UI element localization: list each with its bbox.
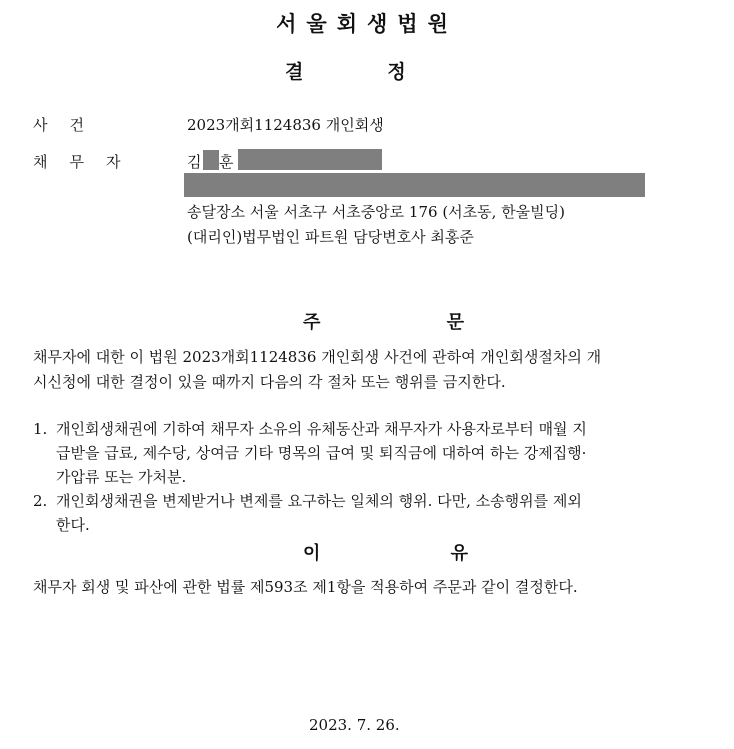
debtor-name-prefix: 김: [187, 153, 202, 171]
debtor-label: 채무자: [33, 153, 143, 171]
redaction-id: [238, 149, 382, 170]
item-1-line-1: 개인회생채권에 기하여 채무자 소유의 유체동산과 채무자가 사용자로부터 매월 지: [56, 420, 587, 438]
order-heading: 주 문: [303, 312, 525, 333]
redaction-name-middle: [203, 150, 219, 170]
item-2-number: 2.: [33, 492, 48, 510]
legal-agent: (대리인)법무법인 파트원 담당변호사 최홍준: [187, 228, 474, 246]
item-2-line-1: 개인회생채권을 변제받거나 변제를 요구하는 일체의 행위. 다만, 소송행위를 제외: [56, 492, 582, 510]
item-2-line-2: 한다.: [56, 516, 90, 534]
court-name: 서울회생법원: [276, 11, 458, 36]
reason-heading: 이 유: [303, 543, 531, 564]
document-type-title: 결정: [285, 61, 490, 83]
item-1-line-2: 급받을 급료, 제수당, 상여금 기타 명목의 급여 및 퇴직금에 대하여 하는 강제집행·: [56, 444, 587, 462]
decision-date: 2023. 7. 26.: [309, 716, 400, 734]
item-1-number: 1.: [33, 420, 48, 438]
debtor-name-suffix: 훈: [219, 153, 234, 171]
reason-text: 채무자 회생 및 파산에 관한 법률 제593조 제1항을 적용하여 주문과 같이 결정한다.: [33, 578, 578, 596]
redaction-address: [184, 173, 645, 197]
item-1-line-3: 가압류 또는 가처분.: [56, 468, 187, 486]
order-text-line-2: 시신청에 대한 결정이 있을 때까지 다음의 각 절차 또는 행위를 금지한다.: [33, 373, 506, 391]
service-address: 송달장소 서울 서초구 서초중앙로 176 (서초동, 한울빌딩): [187, 203, 566, 221]
case-label: 사건: [33, 116, 106, 134]
order-text-line-1: 채무자에 대한 이 법원 2023개회1124836 개인회생 사건에 관하여 개인회생절차의 개: [33, 348, 602, 366]
case-number: 2023개회1124836 개인회생: [187, 116, 384, 134]
